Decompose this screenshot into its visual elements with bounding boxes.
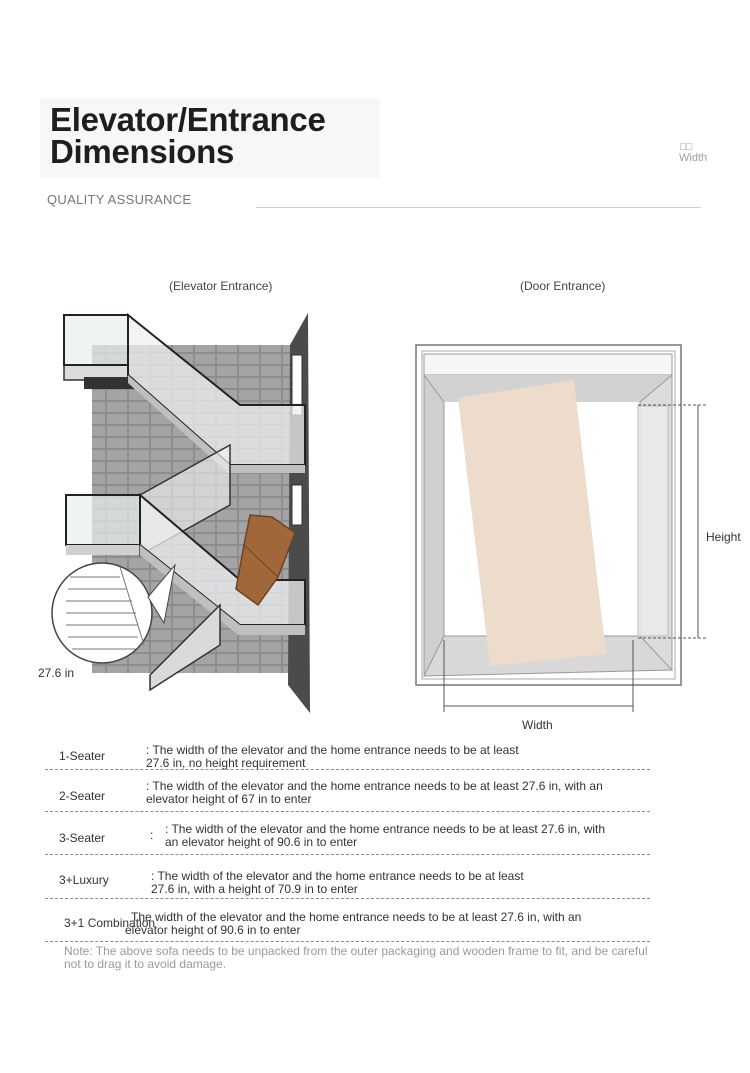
- row-text: [125, 911, 581, 937]
- row-prefix: :: [151, 869, 158, 883]
- elevator-width-dimension: 27.6 in: [38, 666, 75, 680]
- door-caption: (Door Entrance): [520, 279, 606, 293]
- row-divider: [45, 769, 650, 770]
- care-note: Note: The above sofa needs to be unpacked from the outer packaging and wooden frame to fit, and be careful not to drag it to avoid damage.: [64, 944, 648, 971]
- page-title: [50, 101, 326, 170]
- row-line-2: an elevator height of 90.6 in to enter: [165, 835, 358, 849]
- row-line-1: The width of the elevator and the home entrance needs to be at least 27.6 in, with an: [152, 779, 603, 793]
- row-prefix: :: [146, 779, 153, 793]
- row-line-1: The width of the elevator and the home entrance needs to be at least 27.6 in, with an: [131, 910, 582, 924]
- header-rule: [256, 207, 701, 208]
- row-line-2: elevator height of 67 in to enter: [146, 792, 312, 806]
- row-text: [146, 744, 519, 770]
- row-prefix: :: [150, 828, 154, 842]
- subtitle: QUALITY ASSURANCE: [47, 192, 192, 207]
- row-label: 2-Seater: [59, 789, 106, 803]
- row-divider: [45, 811, 650, 812]
- width-label: Width: [522, 718, 553, 732]
- height-label: Height: [706, 530, 741, 544]
- row-line-1: The width of the elevator and the home entrance needs to be at least: [157, 869, 524, 883]
- square-glyph-icon: □□: [680, 141, 692, 153]
- row-line-1: : The width of the elevator and the home entrance needs to be at least 27.6 in, with: [165, 822, 606, 836]
- row-divider: [45, 941, 650, 942]
- staircase-illustration: [40, 305, 330, 720]
- row-label: 3-Seater: [59, 831, 106, 845]
- corner-width-label: Width: [679, 152, 708, 164]
- title-line-2: Dimensions: [50, 133, 235, 170]
- row-line-2: elevator height of 90.6 in to enter: [125, 923, 301, 937]
- title-line-1: Elevator/Entrance: [50, 101, 326, 138]
- row-prefix: :: [146, 743, 153, 757]
- row-line-2: 27.6 in, with a height of 70.9 in to enter: [151, 882, 358, 896]
- row-label: 3+Luxury: [59, 873, 109, 887]
- row-text: [165, 823, 605, 849]
- row-text: [146, 780, 603, 806]
- row-divider: [45, 854, 650, 855]
- row-text: [151, 870, 524, 896]
- row-label: 3+1 Combination: [64, 916, 156, 930]
- row-line-1: The width of the elevator and the home entrance needs to be at least: [152, 743, 519, 757]
- door-entrance-illustration: [410, 340, 710, 720]
- row-label: 1-Seater: [59, 749, 106, 763]
- elevator-caption: (Elevator Entrance): [169, 279, 273, 293]
- row-divider: [45, 898, 650, 899]
- row-line-2: 27.6 in, no height requirement: [146, 756, 306, 770]
